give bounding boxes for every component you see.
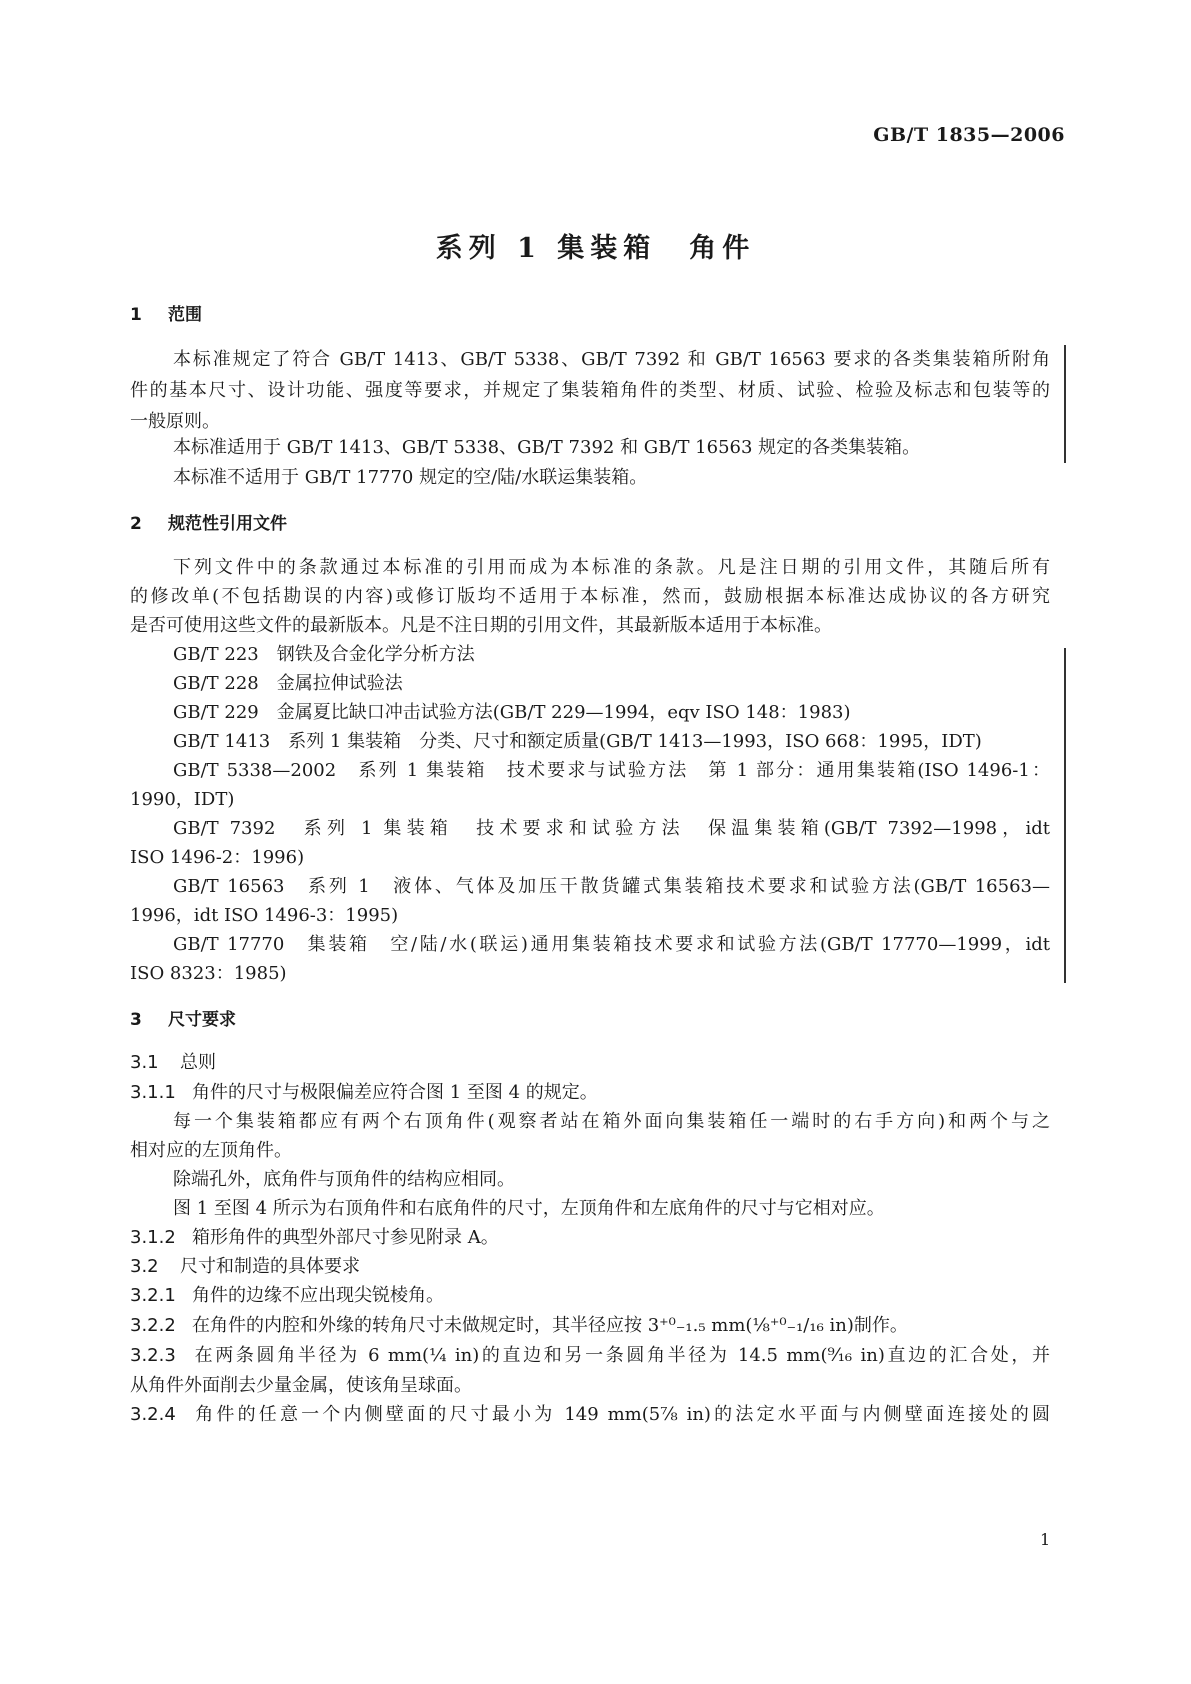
clause-number: 3.2.1 [130, 1285, 176, 1306]
subclause [130, 1311, 1050, 1341]
reference-item: GB/T 5338—2002 系列 1 集装箱 技术要求与试验方法 第 1 部分：通用集装箱(ISO 1496-1： [173, 760, 1050, 781]
paragraph-line: 一般原则。 [130, 411, 220, 432]
reference-item-cont: 1990，IDT) [130, 789, 235, 810]
paragraph-line: 的修改单(不包括勘误的内容)或修订版均不适用于本标准，然而，鼓励根据本标准达成协议的各方研究 [130, 586, 1050, 607]
section-title: 规范性引用文件 [168, 514, 287, 534]
subclause [130, 1078, 1050, 1108]
clause-text: 角件的任意一个内侧壁面的尺寸最小为 149 mm(5⅞ in)的法定水平面与内侧壁面连接处的圆 [192, 1404, 1050, 1425]
clause-number: 3.2.4 [130, 1404, 176, 1425]
section-title: 尺寸要求 [168, 1010, 236, 1030]
reference-item-cont: 1996，idt ISO 1496-3：1995) [130, 905, 399, 926]
clause-number: 3.1 [130, 1052, 159, 1073]
clause-number: 3.1.2 [130, 1227, 176, 1248]
section-heading [130, 300, 1050, 330]
reference-item: GB/T 229 金属夏比缺口冲击试验方法(GB/T 229—1994，eqv ISO 148：1983) [173, 702, 851, 723]
paragraph-line: 除端孔外，底角件与顶角件的结构应相同。 [173, 1169, 515, 1190]
clause-number: 3.2.3 [130, 1345, 176, 1366]
clause-number: 3.2 [130, 1256, 159, 1277]
paragraph-line: 本标准规定了符合 GB/T 1413、GB/T 5338、GB/T 7392 和 GB/T 16563 要求的各类集装箱所附角 [173, 349, 1050, 370]
subclause [130, 1341, 1050, 1371]
subclause [130, 1223, 1050, 1253]
reference-item: GB/T 223 钢铁及合金化学分析方法 [173, 644, 475, 665]
clause-text: 角件的边缘不应出现尖锐棱角。 [192, 1285, 444, 1306]
paragraph-line: 从角件外面削去少量金属，使该角呈球面。 [130, 1375, 472, 1396]
section-heading [130, 509, 1050, 539]
section-number: 1 [130, 305, 142, 325]
clause-text: 在角件的内腔和外缘的转角尺寸未做规定时，其半径应按 3⁺⁰₋₁.₅ mm(⅛⁺⁰₋₁/₁₆ in)制作。 [192, 1315, 908, 1336]
clause-text: 箱形角件的典型外部尺寸参见附录 A。 [192, 1227, 499, 1248]
reference-item-cont: ISO 8323：1985) [130, 963, 287, 984]
reference-item: GB/T 228 金属拉伸试验法 [173, 673, 403, 694]
reference-item: GB/T 1413 系列 1 集装箱 分类、尺寸和额定质量(GB/T 1413—1993，ISO 668：1995，IDT) [173, 731, 982, 752]
reference-item: GB/T 7392 系列 1 集装箱 技术要求和试验方法 保温集装箱(GB/T 7392—1998，idt [173, 818, 1050, 839]
change-bar [1064, 648, 1066, 983]
change-bar [1064, 345, 1066, 463]
paragraph-line: 件的基本尺寸、设计功能、强度等要求，并规定了集装箱角件的类型、材质、试验、检验及标志和包装等的 [130, 380, 1050, 401]
paragraph-line: 每一个集装箱都应有两个右顶角件(观察者站在箱外面向集装箱任一端时的右手方向)和两个与之 [173, 1111, 1050, 1132]
standard-code: GB/T 1835—2006 [873, 124, 1065, 146]
section-heading [130, 1005, 1050, 1035]
subclause [130, 1048, 1050, 1078]
reference-item: GB/T 16563 系列 1 液体、气体及加压干散货罐式集装箱技术要求和试验方法(GB/T 16563— [173, 876, 1050, 897]
reference-item: GB/T 17770 集装箱 空/陆/水(联运)通用集装箱技术要求和试验方法(GB/T 17770—1999，idt [173, 934, 1050, 955]
paragraph-line: 本标准适用于 GB/T 1413、GB/T 5338、GB/T 7392 和 GB/T 16563 规定的各类集装箱。 [173, 437, 921, 458]
subclause [130, 1400, 1050, 1430]
subclause [130, 1252, 1050, 1282]
paragraph-line: 是否可使用这些文件的最新版本。凡是不注日期的引用文件，其最新版本适用于本标准。 [130, 615, 832, 636]
clause-text: 尺寸和制造的具体要求 [180, 1256, 360, 1277]
clause-text: 在两条圆角半径为 6 mm(¼ in)的直边和另一条圆角半径为 14.5 mm(⁹⁄₁₆ in)直边的汇合处，并 [192, 1345, 1050, 1366]
page-number: 1 [1040, 1530, 1051, 1549]
paragraph-line: 图 1 至图 4 所示为右顶角件和右底角件的尺寸，左顶角件和左底角件的尺寸与它相对应。 [173, 1198, 885, 1219]
clause-text: 角件的尺寸与极限偏差应符合图 1 至图 4 的规定。 [192, 1082, 598, 1103]
section-number: 2 [130, 514, 142, 534]
paragraph-line: 本标准不适用于 GB/T 17770 规定的空/陆/水联运集装箱。 [173, 467, 648, 488]
paragraph-line: 下列文件中的条款通过本标准的引用而成为本标准的条款。凡是注日期的引用文件，其随后所有 [173, 557, 1050, 578]
section-title: 范围 [168, 305, 202, 325]
clause-text: 总则 [180, 1052, 216, 1073]
subclause [130, 1281, 1050, 1311]
clause-number: 3.1.1 [130, 1082, 176, 1103]
reference-item-cont: ISO 1496-2：1996) [130, 847, 305, 868]
page-title: 系列 1 集装箱 角件 [435, 233, 756, 264]
paragraph-line: 相对应的左顶角件。 [130, 1140, 292, 1161]
section-number: 3 [130, 1010, 142, 1030]
clause-number: 3.2.2 [130, 1315, 176, 1336]
